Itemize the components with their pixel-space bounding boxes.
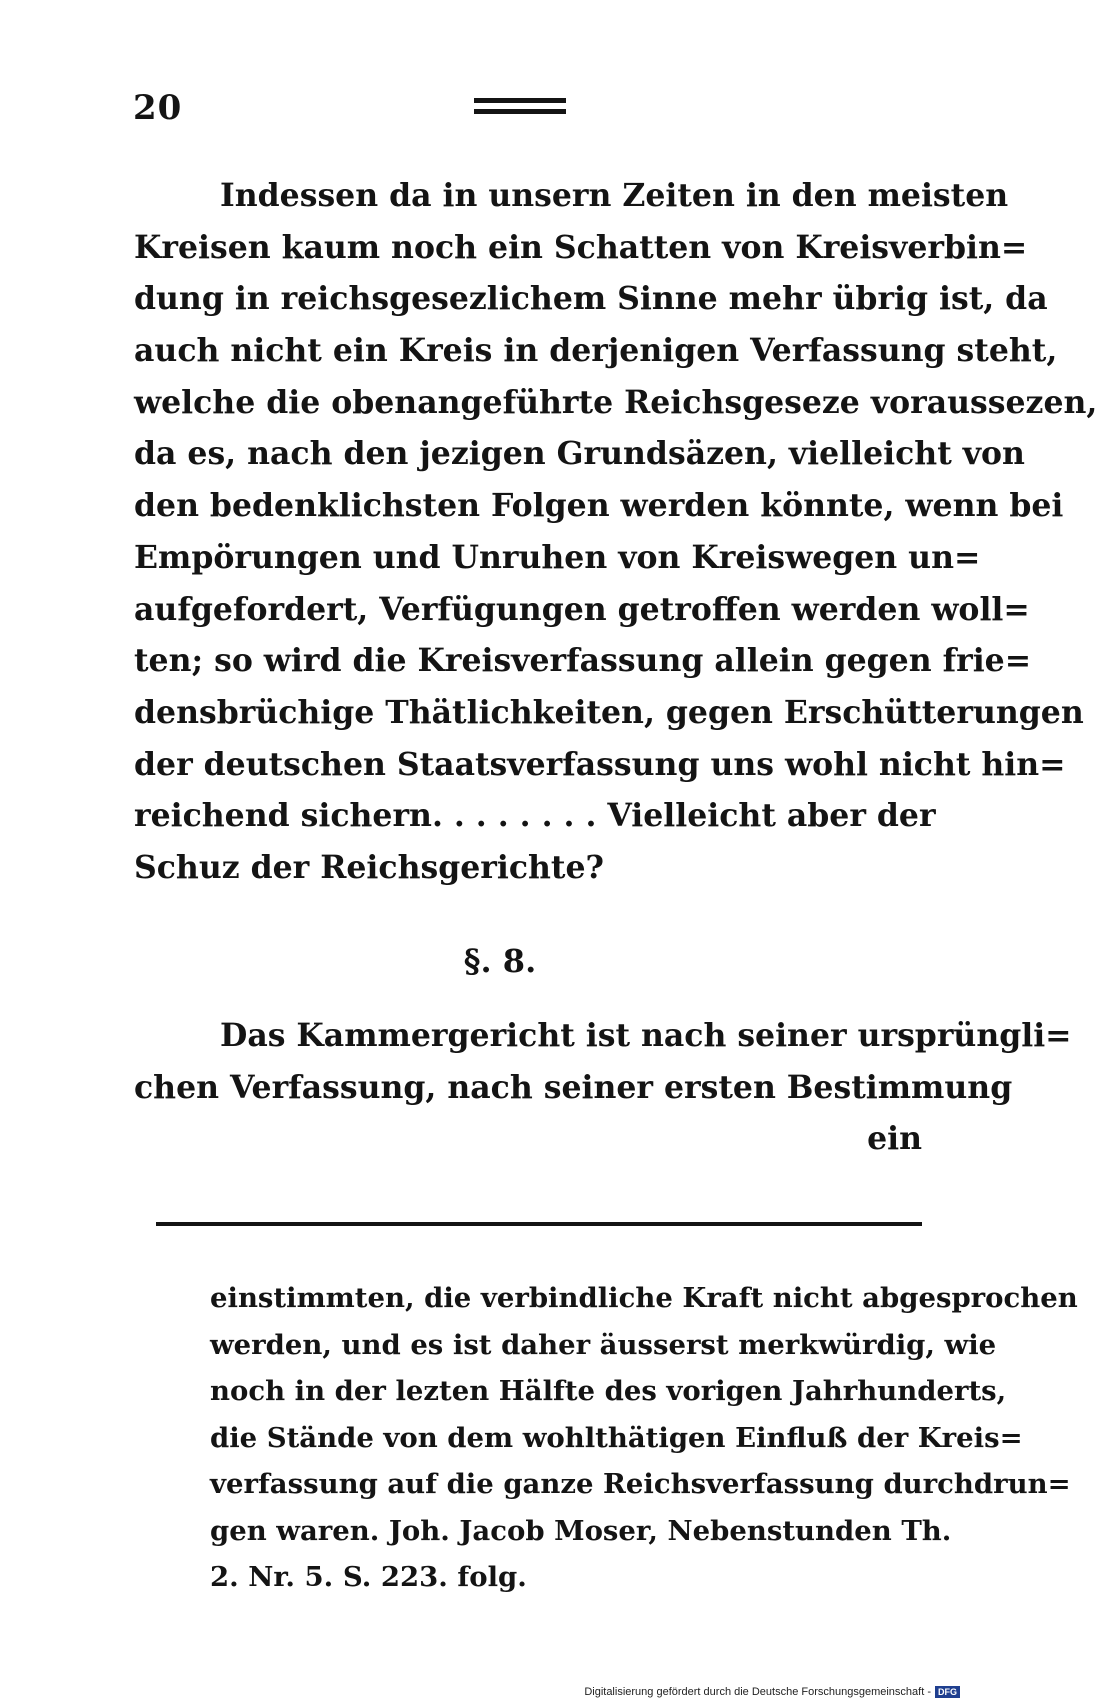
section-heading: §. 8. xyxy=(463,942,537,980)
text-line: Kreisen kaum noch ein Schatten von Kreisverbin= xyxy=(134,228,1028,266)
catchword: ein xyxy=(867,1120,922,1158)
footnote-line: die Stände von dem wohlthätigen Einfluß der Kreis= xyxy=(210,1421,1023,1454)
text-line: Indessen da in unsern Zeiten in den meisten xyxy=(220,177,1009,214)
text-line: ten; so wird die Kreisverfassung allein gegen frie= xyxy=(134,642,1032,680)
text-line: Schuz der Reichsgerichte? xyxy=(134,848,604,886)
text-line: den bedenklichsten Folgen werden könnte, wenn bei xyxy=(134,487,1064,525)
text-line: aufgefordert, Verfügungen getroffen werden woll= xyxy=(134,590,1030,628)
footnote xyxy=(210,1275,1078,1601)
dfg-logo: DFG xyxy=(935,1686,960,1698)
text-line: chen Verfassung, nach seiner ersten Bestimmung xyxy=(134,1068,1013,1106)
text-line: Empörungen und Unruhen von Kreiswegen un= xyxy=(134,538,981,576)
text-line: reichend sichern. . . . . . . . Vielleicht aber der xyxy=(134,797,936,835)
digitization-credit xyxy=(584,1686,960,1698)
header-rule-line-1 xyxy=(474,98,566,103)
footnote-line: verfassung auf die ganze Reichsverfassung durchdrun= xyxy=(210,1468,1071,1500)
footnote-line: einstimmten, die verbindliche Kraft nicht abgesprochen xyxy=(210,1282,1078,1314)
section-paragraph xyxy=(134,1010,1072,1165)
main-paragraph xyxy=(134,170,1097,894)
digitization-credit-text: Digitalisierung gefördert durch die Deutsche Forschungsgemeinschaft - xyxy=(584,1686,931,1698)
footnote-line: 2. Nr. 5. S. 223. folg. xyxy=(210,1561,527,1593)
text-line: dung in reichsgesezlichem Sinne mehr übrig ist, da xyxy=(134,280,1048,318)
text-line: Das Kammergericht ist nach seiner ursprüngli= xyxy=(220,1017,1072,1054)
footnote-line: noch in der lezten Hälfte des vorigen Jahrhunderts, xyxy=(210,1375,1007,1407)
header-rule-line-2 xyxy=(474,109,566,114)
text-line: da es, nach den jezigen Grundsäzen, vielleicht von xyxy=(134,435,1025,473)
text-line: welche die obenangeführte Reichsgeseze voraussezen, xyxy=(134,383,1097,421)
text-line: auch nicht ein Kreis in derjenigen Verfassung steht, xyxy=(134,332,1058,370)
page-number: 20 xyxy=(133,88,183,128)
footnote-separator xyxy=(156,1222,922,1226)
footnote-line: gen waren. Joh. Jacob Moser, Nebenstunden Th. xyxy=(210,1514,952,1547)
text-line: der deutschen Staatsverfassung uns wohl nicht hin= xyxy=(134,745,1066,783)
header-ornament-rule xyxy=(474,98,566,120)
footnote-line: werden, und es ist daher äusserst merkwürdig, wie xyxy=(210,1328,997,1361)
text-line: densbrüchige Thätlichkeiten, gegen Erschütterungen xyxy=(134,693,1084,731)
